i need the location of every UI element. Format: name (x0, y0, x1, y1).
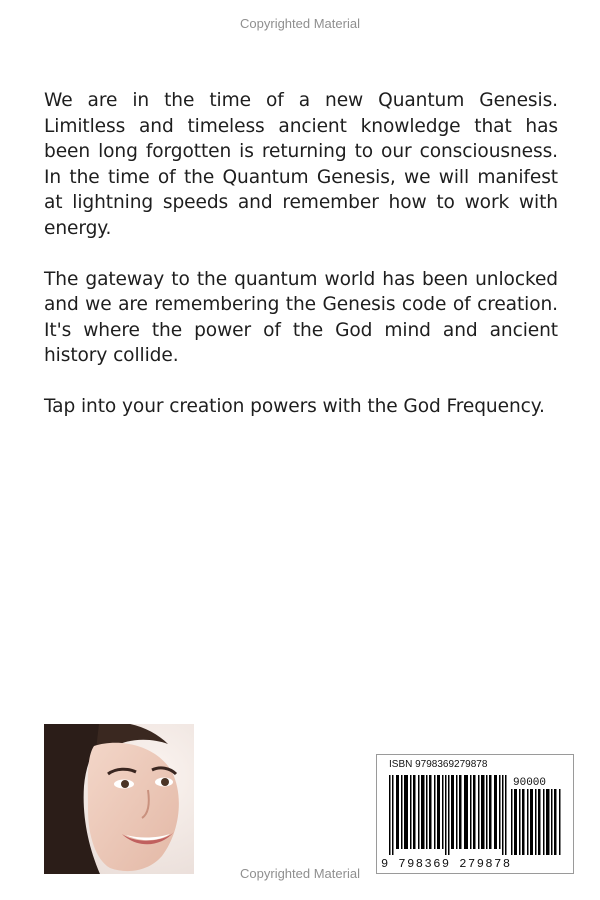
author-photo (44, 724, 194, 874)
barcode-bars-main (389, 775, 507, 855)
blurb-paragraph-1: We are in the time of a new Quantum Genesis. Limitless and timeless ancient knowledge that has been long forgotten is returning to our consciousness. In the time of the Quantum Genesis, we will manifest at lightning speeds and remember how to work with energy. (44, 90, 558, 239)
barcode-bars-addon (511, 789, 563, 855)
copyright-watermark-bottom: Copyrighted Material (240, 866, 360, 881)
barcode-digits: 9 798369 279878 (381, 857, 512, 871)
isbn-label: ISBN 9798369279878 (389, 759, 488, 770)
blurb-paragraph-3: Tap into your creation powers with the God Frequency. (44, 395, 545, 417)
blurb-paragraph-2: The gateway to the quantum world has been unlocked and we are remembering the Genesis code of creation. It's where the power of the God mind and ancient history collide. (44, 268, 558, 367)
copyright-watermark-top: Copyrighted Material (240, 16, 360, 31)
price-code: 90000 (513, 777, 547, 789)
isbn-barcode (376, 754, 574, 874)
back-cover-blurb (44, 88, 558, 445)
